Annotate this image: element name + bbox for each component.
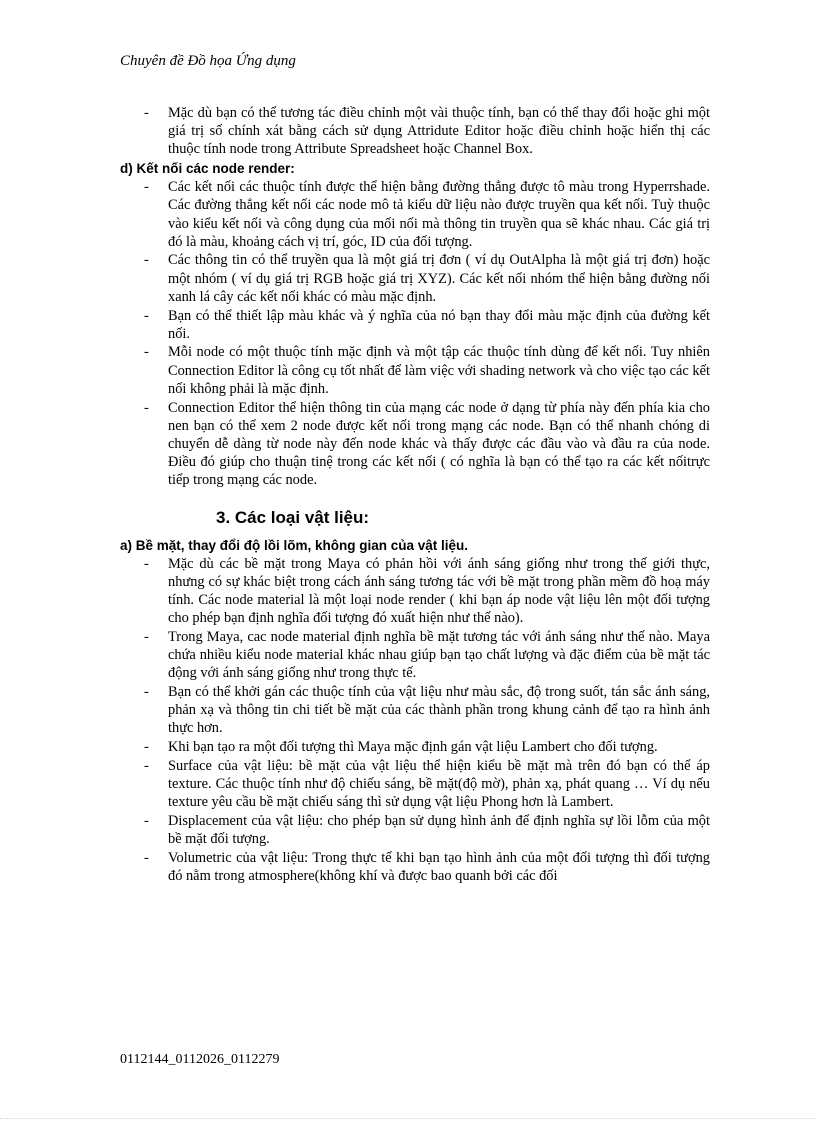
list-item-text: Surface của vật liệu: bề mặt của vật liệu thể hiện kiểu bề mặt mà trên đó bạn có thể áp texture. Các thuộc tính như độ chiếu sáng, bề mặt(độ mờ), phản xạ, phát quang … Ví dụ nếu texture yêu cầu bề mặt chiếu sáng thì sử dụng vật liệu Phong hơn là Lambert.: [168, 757, 710, 811]
list-item: [120, 757, 710, 812]
bullet-dash: -: [144, 683, 149, 700]
list-item-text: Volumetric của vật liệu: Trong thực tế khi bạn tạo hình ảnh của một đối tượng thì đối tượng đó nằm trong atmosphere(không khí và được bao quanh bởi các đối: [168, 849, 710, 885]
bullet-dash: -: [144, 399, 149, 416]
section-d-heading: d) Kết nối các node render:: [120, 161, 295, 177]
list-item-text: Mặc dù các bề mặt trong Maya có phản hồi với ánh sáng giống như trong thế giới thực, nhưng có sự khác biệt trong cách ánh sáng tương tác với bề mặt trong phần mềm đồ hoạ máy tính. Các node material là một loại node render ( khi bạn áp node vật liệu lên một đối tượng cho phép bạn định nghĩa đối tượng đó xuất hiện như thế nào).: [168, 555, 710, 627]
bullet-dash: -: [144, 555, 149, 572]
list-item: [120, 628, 710, 683]
bullet-dash: -: [144, 849, 149, 866]
list-item: [120, 812, 710, 848]
list-item: [120, 307, 710, 343]
list-item: [120, 178, 710, 251]
list-item: [120, 683, 710, 738]
list-item: [120, 849, 710, 885]
list-item-text: Khi bạn tạo ra một đối tượng thì Maya mặc định gán vật liệu Lambert cho đối tượng.: [168, 739, 658, 756]
list-item-text: Trong Maya, cac node material định nghĩa bề mặt tương tác với ánh sáng như thế nào. Maya chứa nhiều kiểu node material khác nhau giúp bạn tạo chất lượng và đặc điểm của bề mặt tác động với ánh sáng giống như trong thực tế.: [168, 628, 710, 682]
list-item-text: Các kết nối các thuộc tính được thể hiện bằng đường thẳng được tô màu trong Hyperrshade. Các đường thẳng kết nối các node mô tả kiểu dữ liệu nào được truyền qua kết nối. Tuỳ thuộc vào kiểu kết nối và công dụng của mối nối mà thông tin truyền qua sẽ khác nhau. Các giá trị đó là màu, khoảng cách vị trí, góc, ID của đối tượng.: [168, 179, 710, 250]
page-content: [120, 104, 710, 886]
bullet-dash: -: [144, 105, 149, 121]
bullet-dash: -: [144, 739, 149, 756]
list-item-text: Connection Editor thể hiện thông tin của mạng các node ở dạng từ phía này đến phía kia cho nen bạn có thể xem 2 node được kết nối trong mạng các node. Bạn có thể nhanh chóng di chuyển dễ dàng từ node này đến node khác và thấy được các đầu vào và đầu ra của node. Điều đó giúp cho thuận tinệ trong các kết nối ( có nghĩa là bạn có thể tạo ra các kết nốitrực tiếp trong mạng các node.: [168, 399, 710, 489]
list-item: [120, 399, 710, 490]
section-d-list: [120, 178, 710, 489]
bullet-dash: -: [144, 307, 149, 324]
list-item-text: Bạn có thể thiết lập màu khác và ý nghĩa của nó bạn thay đổi màu mặc định của đường kết nối.: [168, 307, 710, 342]
list-item: [120, 104, 710, 159]
page-bottom-divider: [0, 1118, 816, 1119]
bullet-dash: -: [144, 344, 149, 361]
list-item: [120, 251, 710, 306]
bullet-dash: -: [144, 252, 149, 269]
list-item: [120, 555, 710, 628]
list-item-text: Bạn có thể khởi gán các thuộc tính của vật liệu như màu sắc, độ trong suốt, tán sắc ánh sáng, phản xạ và thông tin chi tiết bề mặt của các thành phần trong khung cảnh để tạo ra hình ảnh thực hơn.: [168, 683, 710, 737]
list-item-text: Mỗi node có một thuộc tính mặc định và một tập các thuộc tính dùng để kết nối. Tuy nhiên Connection Editor là công cụ tốt nhất để làm việc với shading network và cho việc tạo các kết nối không phải là mặc định.: [168, 344, 710, 397]
section-a-heading: a) Bề mặt, thay đổi độ lồi lõm, không gian của vật liệu.: [120, 537, 469, 553]
bullet-dash: -: [144, 628, 149, 645]
list-item: [120, 738, 710, 756]
bullet-dash: -: [144, 757, 149, 774]
list-item-text: Các thông tin có thể truyền qua là một giá trị đơn ( ví dụ OutAlpha là một giá trị đơn) hoặc một nhóm ( ví dụ giá trị RGB hoặc giá trị XYZ). Các kết nối nhóm thể hiện bằng đường nối xanh lá cây các kết nối khác có màu mặc định.: [168, 252, 710, 305]
section-a-list: [120, 555, 710, 886]
page-footer: 0112144_0112026_0112279: [120, 1052, 280, 1067]
bullet-dash: -: [144, 812, 149, 829]
page-header: Chuyên đề Đồ họa Ứng dụng: [120, 53, 296, 69]
intro-list: [120, 104, 710, 159]
list-item: [120, 343, 710, 398]
list-item-text: Displacement của vật liệu: cho phép bạn sử dụng hình ảnh để định nghĩa sự lồi lỗm của một bề mặt đối tượng.: [168, 812, 710, 848]
section-3-title: 3. Các loại vật liệu:: [216, 507, 370, 527]
list-item-text: Mặc dù bạn có thể tương tác điều chỉnh một vài thuộc tính, bạn có thể thay đổi hoặc ghi một giá trị số chính xát bằng cách sử dụng Attridute Editor hoặc điều chỉnh hoặc hiển thị các thuộc tính node trong Attribute Spreadsheet hoặc Channel Box.: [168, 105, 710, 158]
bullet-dash: -: [144, 179, 149, 196]
